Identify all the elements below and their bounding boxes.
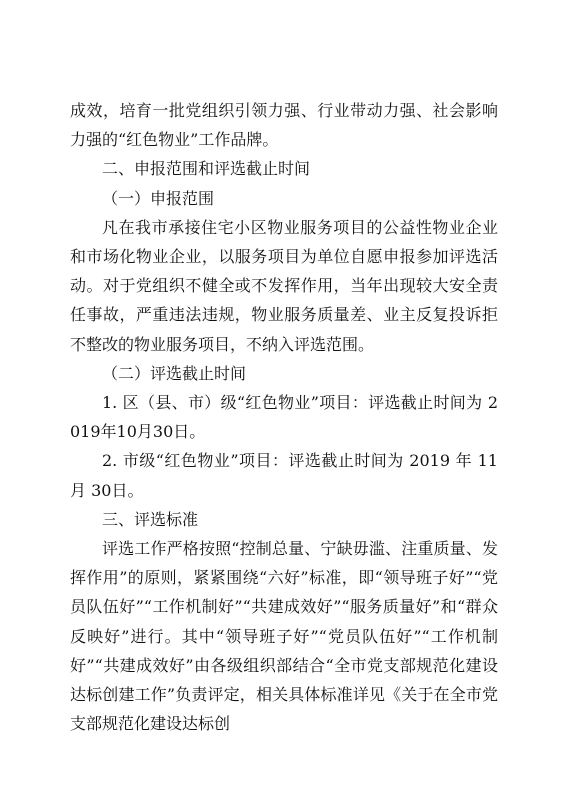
paragraph-application-scope: 凡在我市承接住宅小区物业服务项目的公益性物业企业和市场化物业企业，以服务项目为单位自愿申报参加评选活动。对于党组织不健全或不发挥作用，当年出现较大安全责任事故，严重违法违规，物业服务质量差、业主反复投诉拒不整改的物业服务项目，不纳入评选范围。 xyxy=(70,217,498,354)
paragraph-district-deadline: 1. 区（县、市）级“红色物业”项目：评选截止时间为 2019年10月30日。 xyxy=(70,393,498,442)
subsection-heading-2-1: （一）申报范围 xyxy=(102,188,215,208)
section-heading-3: 三、评选标准 xyxy=(102,509,199,529)
document-body xyxy=(70,96,498,738)
subsection-heading-2-2: （二）评选截止时间 xyxy=(102,363,247,383)
paragraph-intro-continuation: 成效，培育一批党组织引领力强、行业带动力强、社会影响力强的“红色物业”工作品牌。 xyxy=(70,101,498,150)
paragraph-evaluation-standards: 评选工作严格按照“控制总量、宁缺毋滥、注重质量、发挥作用”的原则，紧紧围绕“六好”标准，即“领导班子好”“党员队伍好”“工作机制好”“共建成效好”“服务质量好”和“群众反映好”进行。其中“领导班子好”“党员队伍好”“工作机制好”“共建成效好”由各级组织部结合“全市党支部规范化建设达标创建工作”负责评定，相关具体标准详见《关于在全市党支部规范化建设达标创 xyxy=(70,539,498,734)
paragraph-city-deadline: 2. 市级“红色物业”项目：评选截止时间为 2019 年 11 月 30日。 xyxy=(70,451,498,500)
section-heading-2: 二、申报范围和评选截止时间 xyxy=(102,159,311,179)
